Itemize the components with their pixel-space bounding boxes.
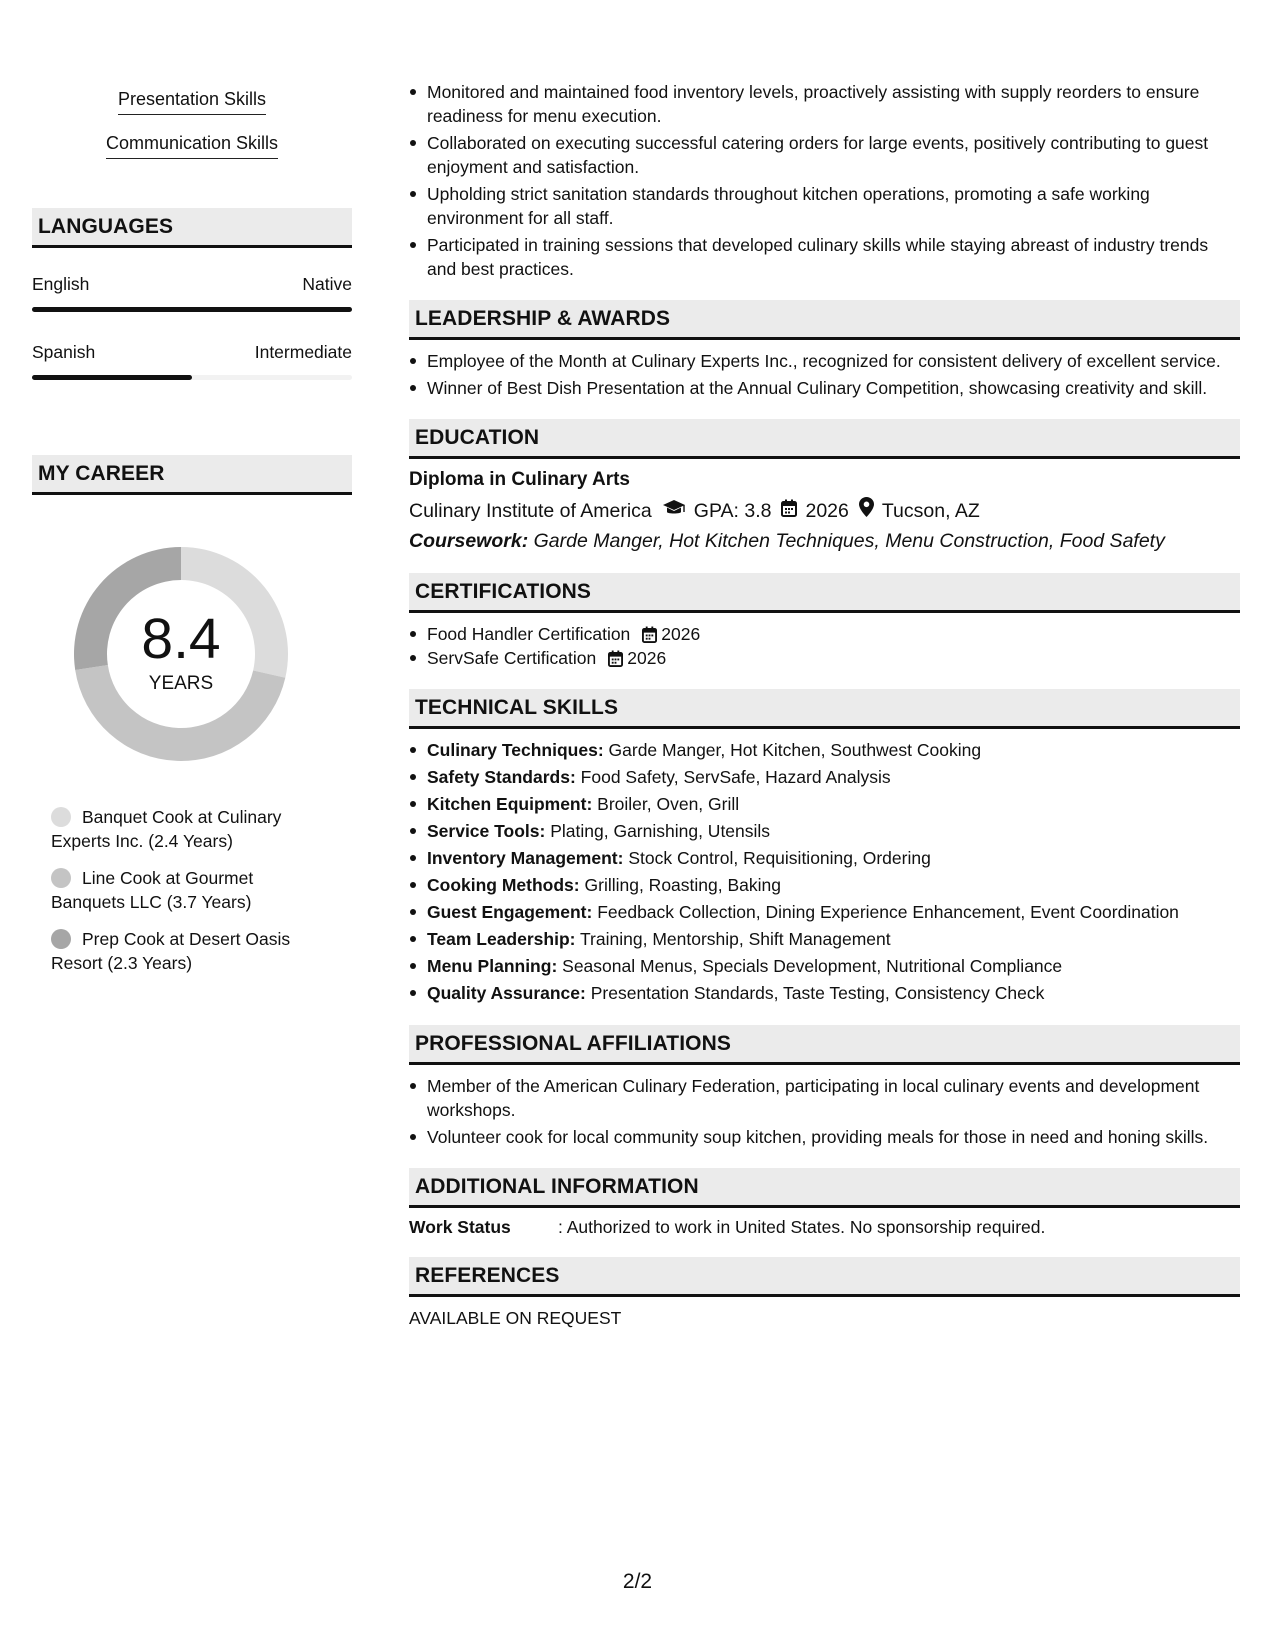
affiliation-item: Volunteer cook for local community soup kitchen, providing meals for those in need and honing skills. xyxy=(409,1125,1240,1149)
technical-skill-item xyxy=(409,900,1240,925)
leadership-heading: LEADERSHIP & AWARDS xyxy=(409,300,1240,340)
work-status-label: Work Status xyxy=(409,1217,511,1237)
career-legend-item xyxy=(51,866,312,914)
skill-category: Inventory Management: xyxy=(427,848,624,868)
left-column xyxy=(32,0,352,988)
certification-year: 2026 xyxy=(627,648,667,668)
institution-name: Culinary Institute of America xyxy=(409,500,652,522)
skill-category: Service Tools: xyxy=(427,821,546,841)
graduation-cap-icon xyxy=(662,497,686,525)
map-pin-icon xyxy=(859,497,874,525)
skill-category: Menu Planning: xyxy=(427,956,558,976)
skill-values: Garde Manger, Hot Kitchen, Southwest Cooking xyxy=(608,740,982,760)
career-legend xyxy=(32,805,312,975)
additional-info-heading: ADDITIONAL INFORMATION xyxy=(409,1168,1240,1208)
career-legend-label: Line Cook at Gourmet Banquets LLC (3.7 Years) xyxy=(51,868,254,912)
career-legend-label: Prep Cook at Desert Oasis Resort (2.3 Years) xyxy=(51,929,291,973)
additional-info-section xyxy=(409,1168,1240,1238)
skill-category: Quality Assurance: xyxy=(427,983,586,1003)
affiliations-section xyxy=(409,1025,1240,1149)
education-location: Tucson, AZ xyxy=(881,500,980,522)
skill-category: Team Leadership: xyxy=(427,929,576,949)
experience-bullet: Monitored and maintained food inventory levels, proactively assisting with supply reorders to ensure readiness for menu execution. xyxy=(409,80,1240,128)
skill-values: Seasonal Menus, Specials Development, Nutritional Compliance xyxy=(562,956,1063,976)
technical-skill-item xyxy=(409,738,1240,763)
right-column xyxy=(409,80,1240,1329)
leadership-section xyxy=(409,300,1240,400)
skill-category: Cooking Methods: xyxy=(427,875,580,895)
legend-dot-icon xyxy=(51,807,71,827)
language-row xyxy=(32,274,352,295)
leadership-item: Employee of the Month at Culinary Experts Inc., recognized for consistent delivery of excellent service. xyxy=(409,349,1240,373)
experience-bullets xyxy=(409,80,1240,281)
technical-skills-section xyxy=(409,689,1240,1006)
certification-year: 2026 xyxy=(661,624,701,644)
affiliations-list xyxy=(409,1074,1240,1149)
language-name: English xyxy=(32,274,90,294)
skill-values: Training, Mentorship, Shift Management xyxy=(580,929,891,949)
skill-values: Broiler, Oven, Grill xyxy=(597,794,740,814)
technical-skill-item xyxy=(409,981,1240,1006)
graduation-year: 2026 xyxy=(805,500,849,522)
language-level-fill xyxy=(32,375,192,380)
coursework-label: Coursework: xyxy=(409,530,529,552)
gpa-value: GPA: 3.8 xyxy=(693,500,772,522)
skill-values: Presentation Standards, Taste Testing, Consistency Check xyxy=(590,983,1045,1003)
experience-bullet: Collaborated on executing successful catering orders for large events, positively contributing to guest enjoyment and satisfaction. xyxy=(409,131,1240,179)
education-heading: EDUCATION xyxy=(409,419,1240,459)
language-row xyxy=(32,342,352,363)
skill-values: Food Safety, ServSafe, Hazard Analysis xyxy=(580,767,891,787)
education-details xyxy=(409,497,1240,525)
experience-bullet: Participated in training sessions that developed culinary skills while staying abreast of industry trends and best practices. xyxy=(409,233,1240,281)
career-donut-chart xyxy=(66,539,296,769)
legend-dot-icon xyxy=(51,868,71,888)
language-name: Spanish xyxy=(32,342,96,362)
calendar-icon xyxy=(642,626,657,643)
language-level-bar xyxy=(32,307,352,312)
career-total-years: 8.4 xyxy=(141,607,221,671)
technical-skill-item xyxy=(409,846,1240,871)
technical-skill-item xyxy=(409,819,1240,844)
work-status-row xyxy=(409,1217,1240,1238)
calendar-icon xyxy=(781,497,797,525)
career-total-unit: YEARS xyxy=(148,673,214,694)
affiliations-heading: PROFESSIONAL AFFILIATIONS xyxy=(409,1025,1240,1065)
references-section xyxy=(409,1257,1240,1329)
certification-item xyxy=(409,646,1240,670)
career-heading: MY CAREER xyxy=(32,455,352,495)
education-section xyxy=(409,419,1240,554)
experience-bullet: Upholding strict sanitation standards throughout kitchen operations, promoting a safe working environment for all staff. xyxy=(409,182,1240,230)
language-level: Intermediate xyxy=(254,342,352,362)
technical-skills-list xyxy=(409,738,1240,1006)
skill-values: Grilling, Roasting, Baking xyxy=(584,875,781,895)
affiliation-item: Member of the American Culinary Federation, participating in local culinary events and development workshops. xyxy=(409,1074,1240,1122)
work-status-value: : Authorized to work in United States. No sponsorship required. xyxy=(558,1217,1046,1237)
career-legend-label: Banquet Cook at Culinary Experts Inc. (2.4 Years) xyxy=(51,807,282,851)
references-text: AVAILABLE ON REQUEST xyxy=(409,1308,622,1328)
language-level-fill xyxy=(32,307,352,312)
certification-name: ServSafe Certification xyxy=(427,648,597,668)
coursework xyxy=(409,528,1240,554)
skill-values: Plating, Garnishing, Utensils xyxy=(550,821,771,841)
technical-skill-item xyxy=(409,792,1240,817)
certification-name: Food Handler Certification xyxy=(427,624,631,644)
technical-skill-item xyxy=(409,954,1240,979)
certifications-heading: CERTIFICATIONS xyxy=(409,573,1240,613)
career-legend-item xyxy=(51,927,312,975)
technical-skill-item xyxy=(409,927,1240,952)
language-level-bar xyxy=(32,375,352,380)
legend-dot-icon xyxy=(51,929,71,949)
coursework-list: Garde Manger, Hot Kitchen Techniques, Menu Construction, Food Safety xyxy=(533,530,1165,552)
page-number: 2/2 xyxy=(622,1570,653,1593)
skill-values: Feedback Collection, Dining Experience Enhancement, Event Coordination xyxy=(597,902,1179,922)
languages-heading: LANGUAGES xyxy=(32,208,352,248)
certifications-list xyxy=(409,622,1240,670)
skill-category: Guest Engagement: xyxy=(427,902,593,922)
language-level: Native xyxy=(302,274,352,294)
leadership-item: Winner of Best Dish Presentation at the Annual Culinary Competition, showcasing creativity and skill. xyxy=(409,376,1240,400)
references-heading: REFERENCES xyxy=(409,1257,1240,1297)
certifications-section xyxy=(409,573,1240,670)
skill-category: Safety Standards: xyxy=(427,767,576,787)
skill-item: Presentation Skills xyxy=(118,87,266,115)
technical-skill-item xyxy=(409,873,1240,898)
skill-category: Kitchen Equipment: xyxy=(427,794,593,814)
certification-item xyxy=(409,622,1240,646)
career-legend-item xyxy=(51,805,312,853)
calendar-icon xyxy=(608,650,623,667)
skill-category: Culinary Techniques: xyxy=(427,740,604,760)
leadership-list xyxy=(409,349,1240,400)
technical-skills-heading: TECHNICAL SKILLS xyxy=(409,689,1240,729)
degree-title: Diploma in Culinary Arts xyxy=(409,469,630,490)
skill-item: Communication Skills xyxy=(106,131,278,159)
skill-values: Stock Control, Requisitioning, Ordering xyxy=(628,848,931,868)
technical-skill-item xyxy=(409,765,1240,790)
